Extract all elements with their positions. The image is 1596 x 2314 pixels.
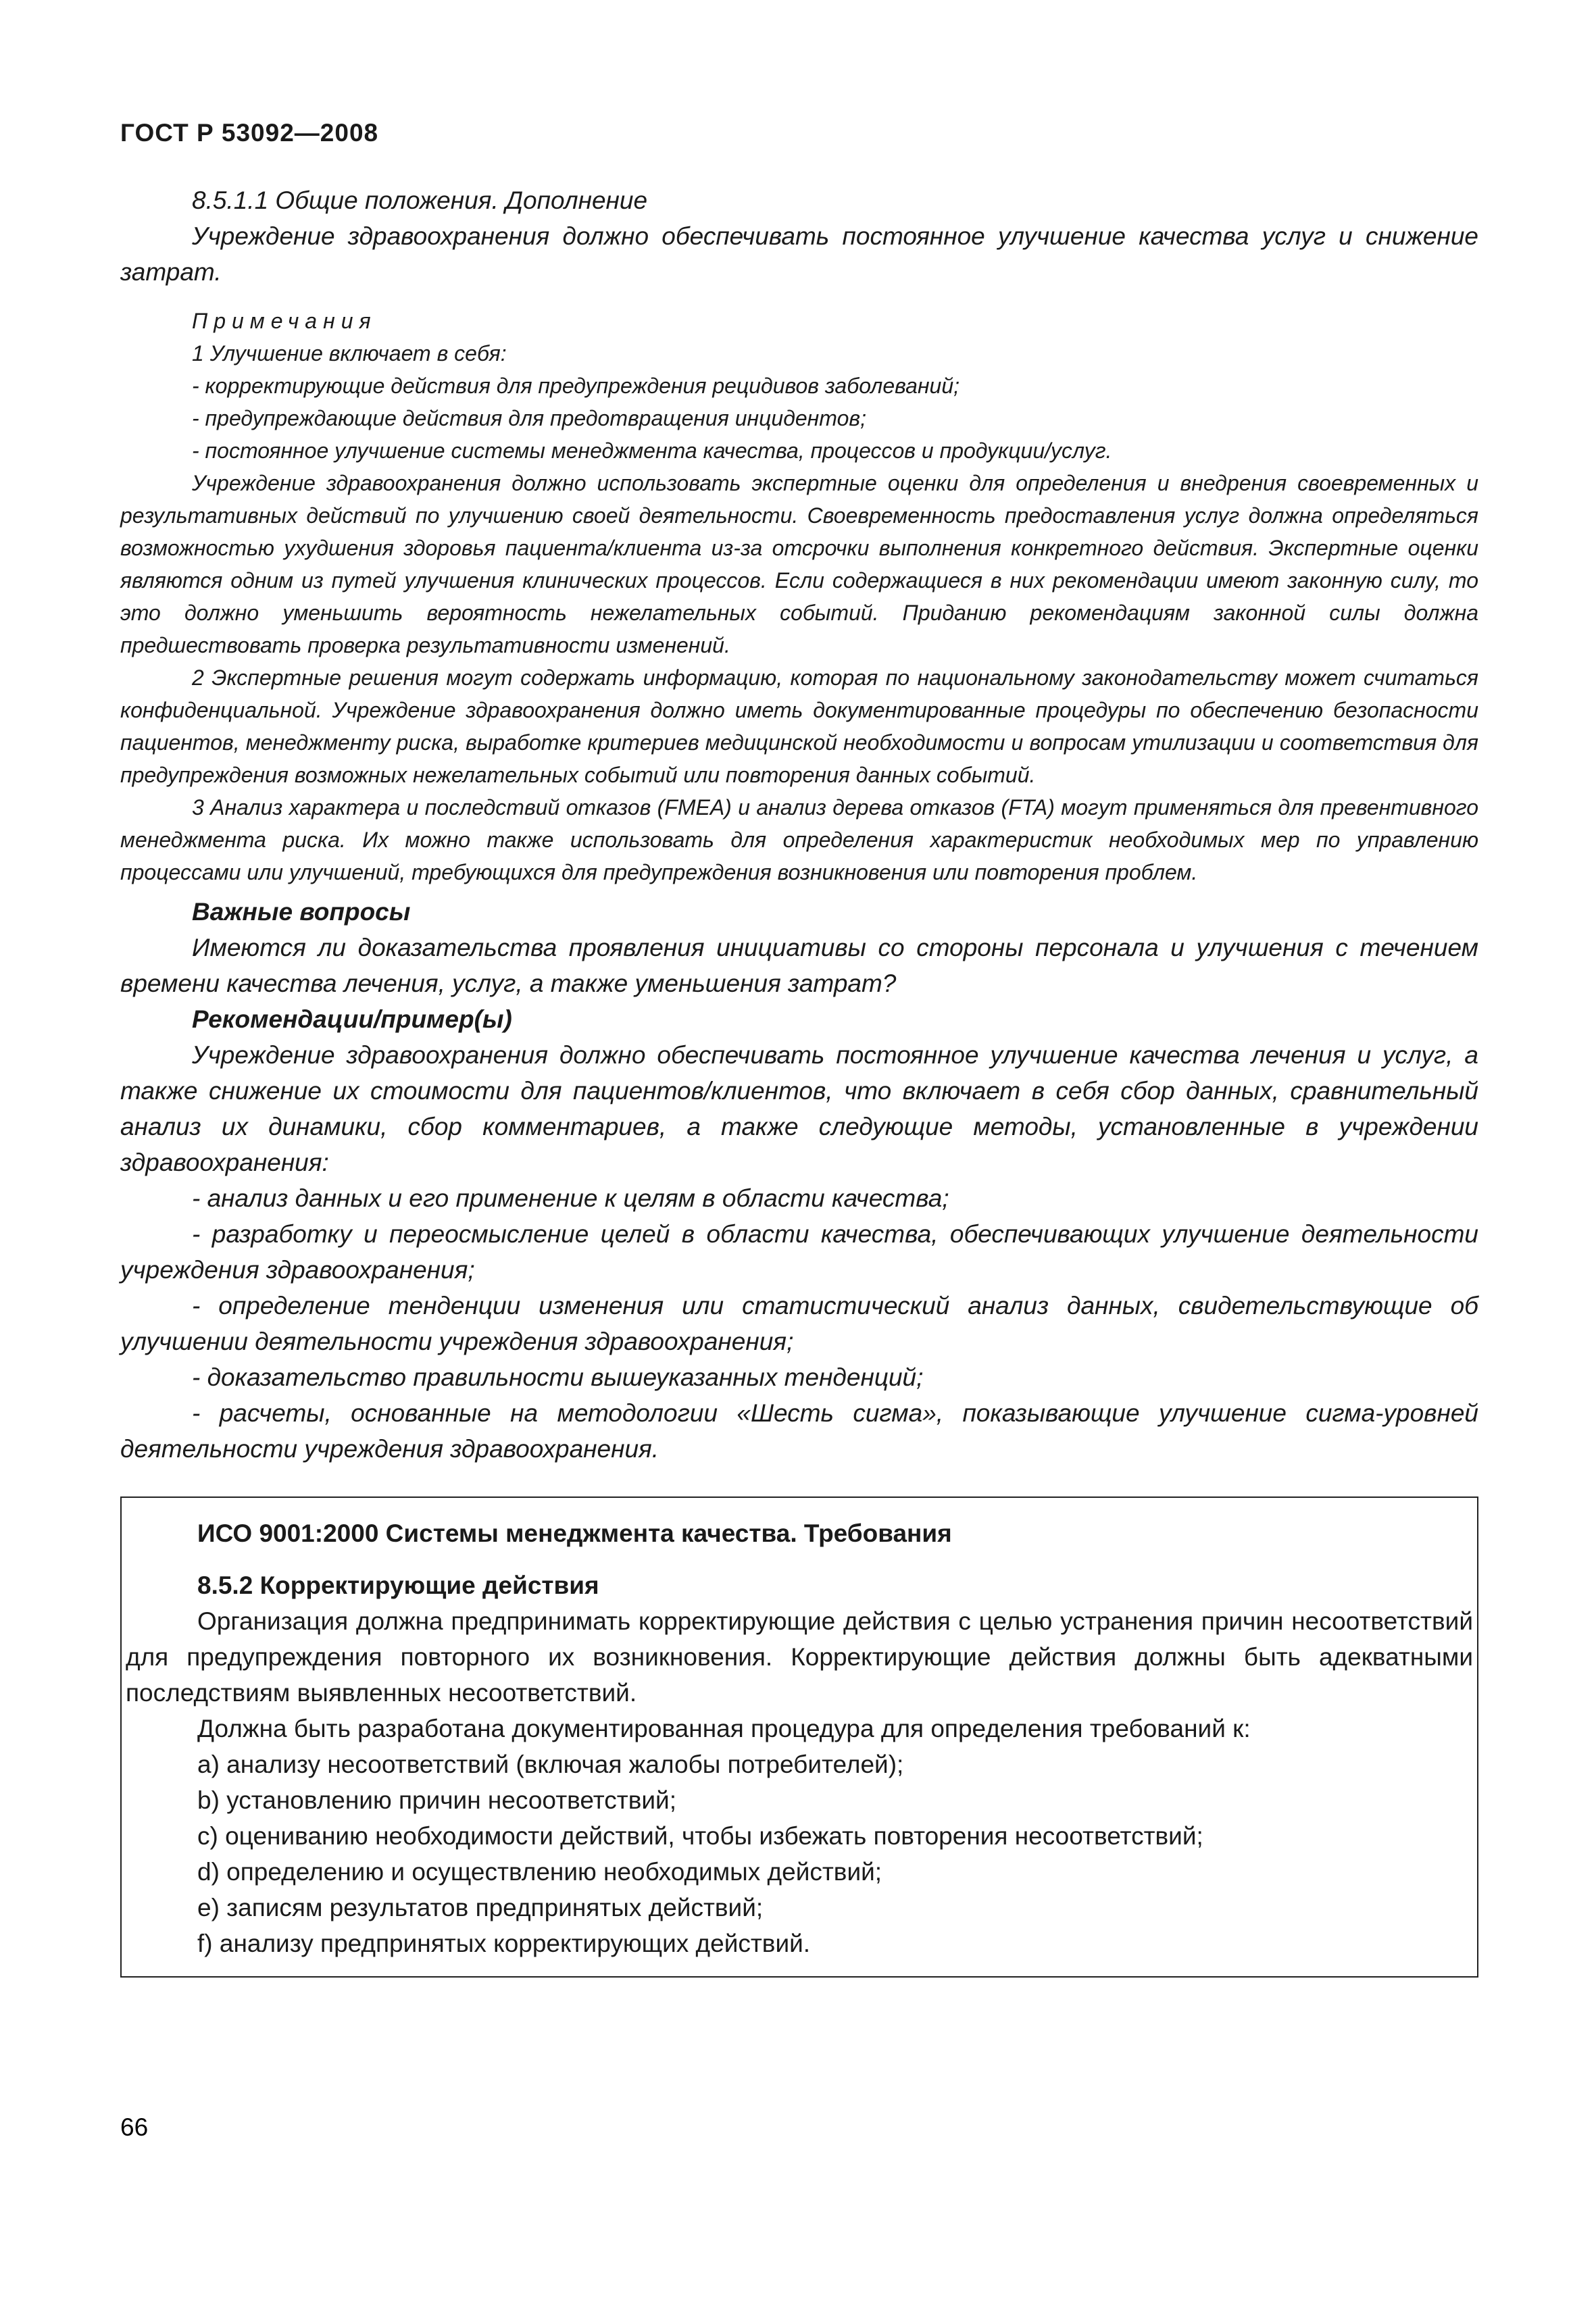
note-1-text: Учреждение здравоохранения должно использовать экспертные оценки для определения и внедрения своевременных и результативных действий по улучшению своей деятельности. Своевременность предоставления услуг должна определяться возможностью ухудшения здоровья пациента/клиента из-за отсрочки выполнения конкретного действия. Экспертные оценки являются одним из путей улучшения клинических процессов. Если содержащиеся в них рекомендации имеют законную силу, то это должно уменьшить вероятность нежелательных событий. Приданию рекомендациям законной силы должна предшествовать проверка результативности изменений. <box>120 471 1478 657</box>
recommendations-text: Учреждение здравоохранения должно обеспечивать постоянное улучшение качества лечения и услуг, а также снижение их стоимости для пациентов/клиентов, что включает в себя сбор данных, сравнительный анализ их динамики, сбор комментариев, а также следующие методы, установленные в учреждении здравоохранения: <box>120 1041 1478 1176</box>
questions-heading: Важные вопросы <box>192 898 411 926</box>
recommendations-heading: Рекомендации/пример(ы) <box>192 1005 512 1033</box>
note-1-item: - корректирующие действия для предупреждения рецидивов заболеваний; <box>192 374 960 398</box>
questions-text: Имеются ли доказательства проявления инициативы со стороны персонала и улучшения с течением времени качества лечения, услуг, а также уменьшения затрат? <box>120 934 1478 997</box>
recommendation-item: - определение тенденции изменения или статистический анализ данных, свидетельствующие об улучшении деятельности учреждения здравоохранения; <box>120 1292 1478 1355</box>
note-3: 3 Анализ характера и последствий отказов (FMEA) и анализ дерева отказов (FTA) могут применяться для превентивного менеджмента риска. Их можно также использовать для определения характеристик необходимых мер по управлению процессами или улучшений, требующихся для предупреждения возникновения или повторения проблем. <box>120 795 1478 884</box>
recommendation-item: - анализ данных и его применение к целям в области качества; <box>192 1184 949 1212</box>
note-1-item: - постоянное улучшение системы менеджмента качества, процессов и продукции/услуг. <box>192 438 1112 463</box>
page-number: 66 <box>120 2113 149 2141</box>
iso-box-para-2: Должна быть разработана документированная процедура для определения требований к: <box>197 1715 1251 1742</box>
recommendation-item: - доказательство правильности вышеуказанных тенденций; <box>192 1363 924 1391</box>
iso-box-list-item: b) установлению причин несоответствий; <box>197 1786 676 1814</box>
note-1-item: - предупреждающие действия для предотвращения инцидентов; <box>192 406 866 430</box>
iso-box-list-item: f) анализу предпринятых корректирующих действий. <box>197 1930 811 1957</box>
section-intro: Учреждение здравоохранения должно обеспечивать постоянное улучшение качества услуг и снижение затрат. <box>120 222 1478 286</box>
notes-title: Примечания <box>192 309 377 333</box>
section-heading: 8.5.1.1 Общие положения. Дополнение <box>192 186 648 214</box>
important-questions <box>120 894 1478 1001</box>
iso-box-subtitle: 8.5.2 Корректирующие действия <box>197 1571 599 1599</box>
iso-box-list-item: d) определению и осуществлению необходимых действий; <box>197 1858 882 1886</box>
iso-box-title: ИСО 9001:2000 Системы менеджмента качества. Требования <box>197 1519 952 1547</box>
recommendations <box>120 1001 1478 1467</box>
section-8-5-1-1 <box>120 182 1478 290</box>
iso-box-list-item: a) анализу несоответствий (включая жалобы потребителей); <box>197 1751 904 1778</box>
notes-block <box>120 305 1478 888</box>
iso-box-list-item: c) оцениванию необходимости действий, чтобы избежать повторения несоответствий; <box>197 1822 1203 1850</box>
recommendation-item: - разработку и переосмысление целей в области качества, обеспечивающих улучшение деятельности учреждения здравоохранения; <box>120 1220 1478 1284</box>
note-2: 2 Экспертные решения могут содержать информацию, которая по национальному законодательству может считаться конфиденциальной. Учреждение здравоохранения должно иметь документированные процедуры по обеспечению безопасности пациентов, менеджменту риска, выработке критериев медицинской необходимости и вопросам утилизации и соответствия для предупреждения возможных нежелательных событий или повторения данных событий. <box>120 665 1478 787</box>
recommendation-item: - расчеты, основанные на методологии «Шесть сигма», показывающие улучшение сигма-уровней деятельности учреждения здравоохранения. <box>120 1399 1478 1463</box>
iso-box-list-item: e) записям результатов предпринятых действий; <box>197 1894 764 1921</box>
document-page <box>120 119 1478 1978</box>
document-header: ГОСТ Р 53092—2008 <box>120 119 379 147</box>
iso-box-para-1: Организация должна предпринимать корректирующие действия с целью устранения причин несоответствий для предупреждения повторного их возникновения. Корректирующие действия должны быть адекватными последствиям выявленных несоответствий. <box>126 1607 1473 1707</box>
note-1-lead: 1 Улучшение включает в себя: <box>192 341 507 366</box>
iso-9001-box <box>120 1496 1478 1978</box>
